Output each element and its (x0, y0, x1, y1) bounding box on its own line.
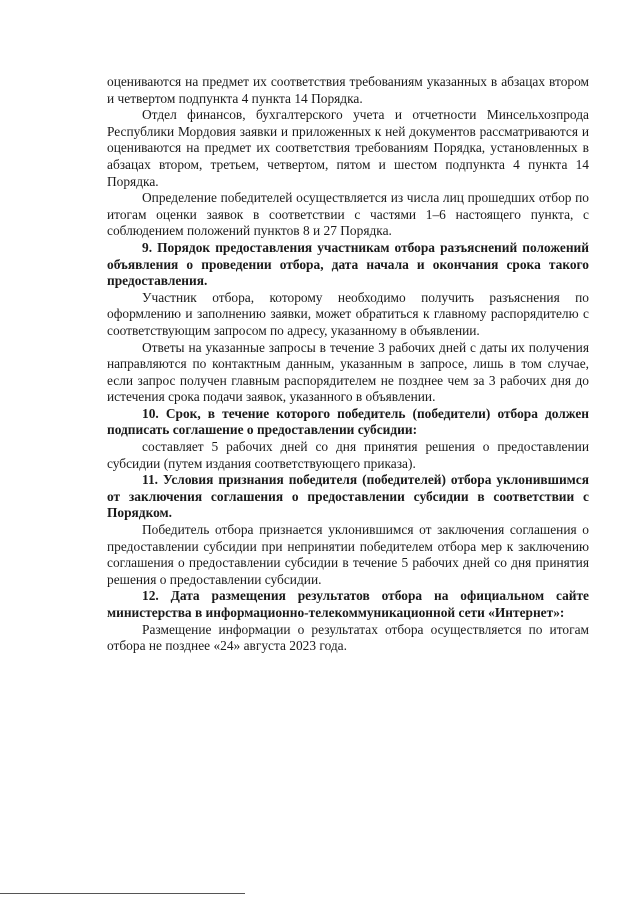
document-body (107, 74, 589, 655)
page-bottom-rule (0, 893, 245, 894)
section-heading-11: 11. Условия признания победителя (победителей) отбора уклонившимся от заключения соглашения о предоставлении субсидии в соответствии с Порядком. (107, 472, 589, 521)
paragraph-6: Ответы на указанные запросы в течение 3 рабочих дней с даты их получения направляются по контактным данным, указанным в запросе, лишь в том случае, если запрос получен главным распорядителем не позднее чем за 3 рабочих дня до истечения срока подачи заявок, указанного в объявлении. (107, 339, 589, 405)
paragraph-8: составляет 5 рабочих дней со дня принятия решения о предоставлении субсидии (путем издания соответствующего приказа). (107, 439, 589, 471)
section-heading-9: 9. Порядок предоставления участникам отбора разъяснений положений объявления о проведении отбора, дата начала и окончания срока такого предоставления. (107, 239, 589, 289)
paragraph-10: Победитель отбора признается уклонившимся от заключения соглашения о предоставлении субсидии при непринятии победителем отбора мер к заключению соглашения о предоставлении субсидии в течение 5 рабочих дней со дня принятия решения о предоставлении субсидии. (107, 522, 589, 587)
paragraph-5: Участник отбора, которому необходимо получить разъяснения по оформлению и заполнению заявки, может обратиться к главному распорядителю с соответствующим запросом по адресу, указанному в объявлении. (107, 289, 589, 338)
section-heading-10: 10. Срок, в течение которого победитель (победители) отбора должен подписать соглашение о предоставлении субсидии: (107, 405, 589, 438)
paragraph-1: оцениваются на предмет их соответствия требованиям указанных в абзацах втором и четвертом подпункта 4 пункта 14 Порядка. (107, 74, 589, 106)
paragraph-2: Отдел финансов, бухгалтерского учета и отчетности Минсельхозпрода Республики Мордовия заявки и приложенных к ней документов рассматриваются и оцениваются на предмет их соответствия требованиям Порядка, установленных в абзацах втором, третьем, четвертом, пятом и шестом подпункта 4 пункта 14 Порядка. (107, 107, 589, 189)
paragraph-12: Размещение информации о результатах отбора осуществляется по итогам отбора не позднее «24» августа 2023 года. (107, 621, 589, 654)
section-heading-12: 12. Дата размещения результатов отбора на официальном сайте министерства в информационно-телекоммуникационной сети «Интернет»: (107, 588, 589, 620)
paragraph-3: Определение победителей осуществляется из числа лиц прошедших отбор по итогам оценки заявок в соответствии с частями 1–6 настоящего пункта, с соблюдением положений пунктов 8 и 27 Порядка. (107, 190, 589, 239)
